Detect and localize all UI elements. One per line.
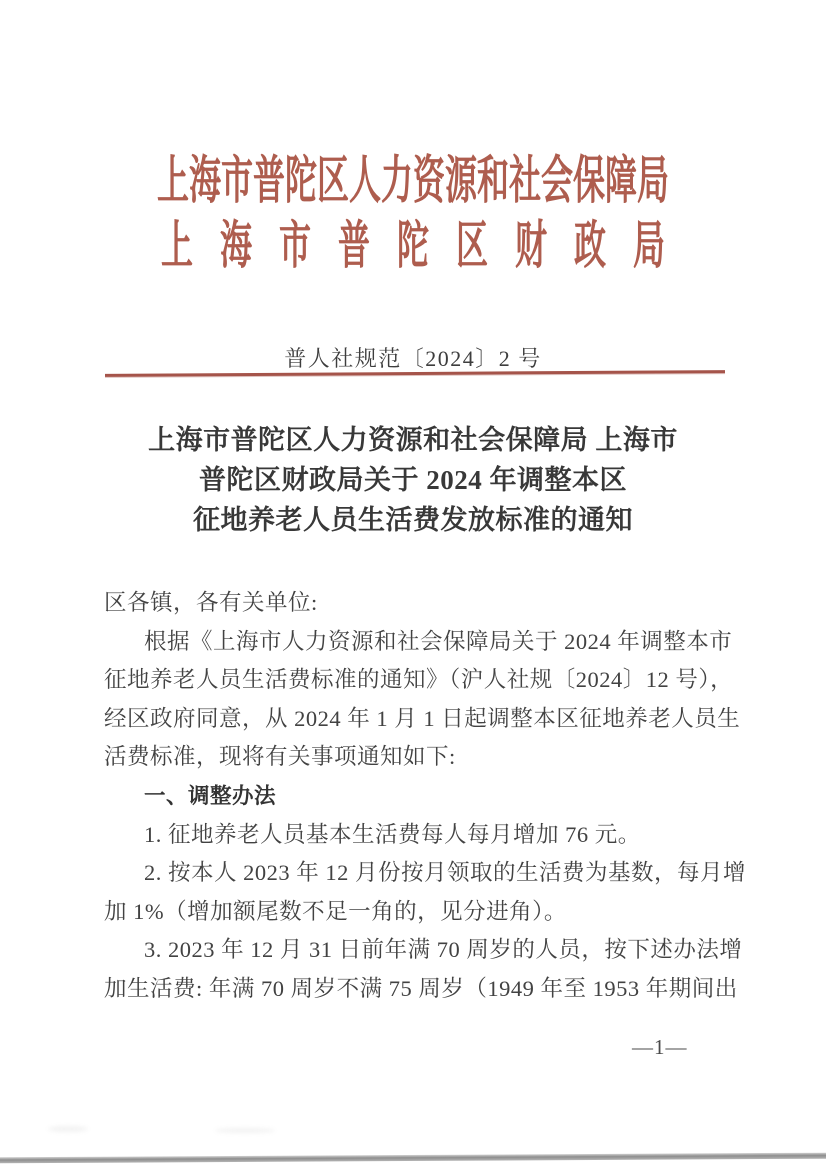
letterhead-issuer-1-text: 上海市普陀区人力资源和社会保障局 — [156, 150, 669, 210]
body-line: 加生活费: 年满 70 周岁不满 75 周岁（1949 年至 1953 年期间出 — [104, 975, 738, 1001]
body-line: 征地养老人员生活费标准的通知》（沪人社规〔2024〕12 号）， — [104, 667, 734, 693]
scan-edge-shadow — [0, 1153, 826, 1164]
body-line: 2. 按本人 2023 年 12 月份按月领取的生活费为基数，每月增 — [144, 860, 747, 886]
document-title-line-3: 征地养老人员生活费发放标准的通知 — [193, 505, 633, 535]
letterhead-issuer-2 — [0, 214, 826, 276]
document-body — [104, 584, 747, 1009]
letterhead-issuer-2-text: 上海市普陀区财政局 — [160, 215, 692, 275]
body-line: 3. 2023 年 12 月 31 日前年满 70 周岁的人员，按下述办法增 — [144, 937, 743, 963]
scan-smudge — [215, 1128, 275, 1133]
body-section-heading: 一、调整办法 — [144, 783, 277, 808]
scan-smudge — [48, 1126, 88, 1132]
body-line: 区各镇，各有关单位: — [104, 590, 318, 615]
body-line: 根据《上海市人力资源和社会保障局关于 2024 年调整本市 — [144, 628, 733, 654]
body-line: 1. 征地养老人员基本生活费每人每月增加 76 元。 — [144, 821, 641, 847]
document-number: 普人社规范〔2024〕2 号 — [284, 346, 542, 371]
body-line: 活费标准，现将有关事项通知如下: — [104, 744, 456, 770]
document-title-line-1: 上海市普陀区人力资源和社会保障局 上海市 — [148, 425, 678, 455]
document-title-line-2: 普陀区财政局关于 2024 年调整本区 — [199, 465, 627, 495]
body-line: 加 1%（增加额尾数不足一角的，见分进角）。 — [104, 898, 567, 924]
document-title — [0, 420, 826, 540]
page-number: —1— — [632, 1035, 688, 1059]
body-line: 经区政府同意，从 2024 年 1 月 1 日起调整本区征地养老人员生 — [104, 705, 741, 731]
